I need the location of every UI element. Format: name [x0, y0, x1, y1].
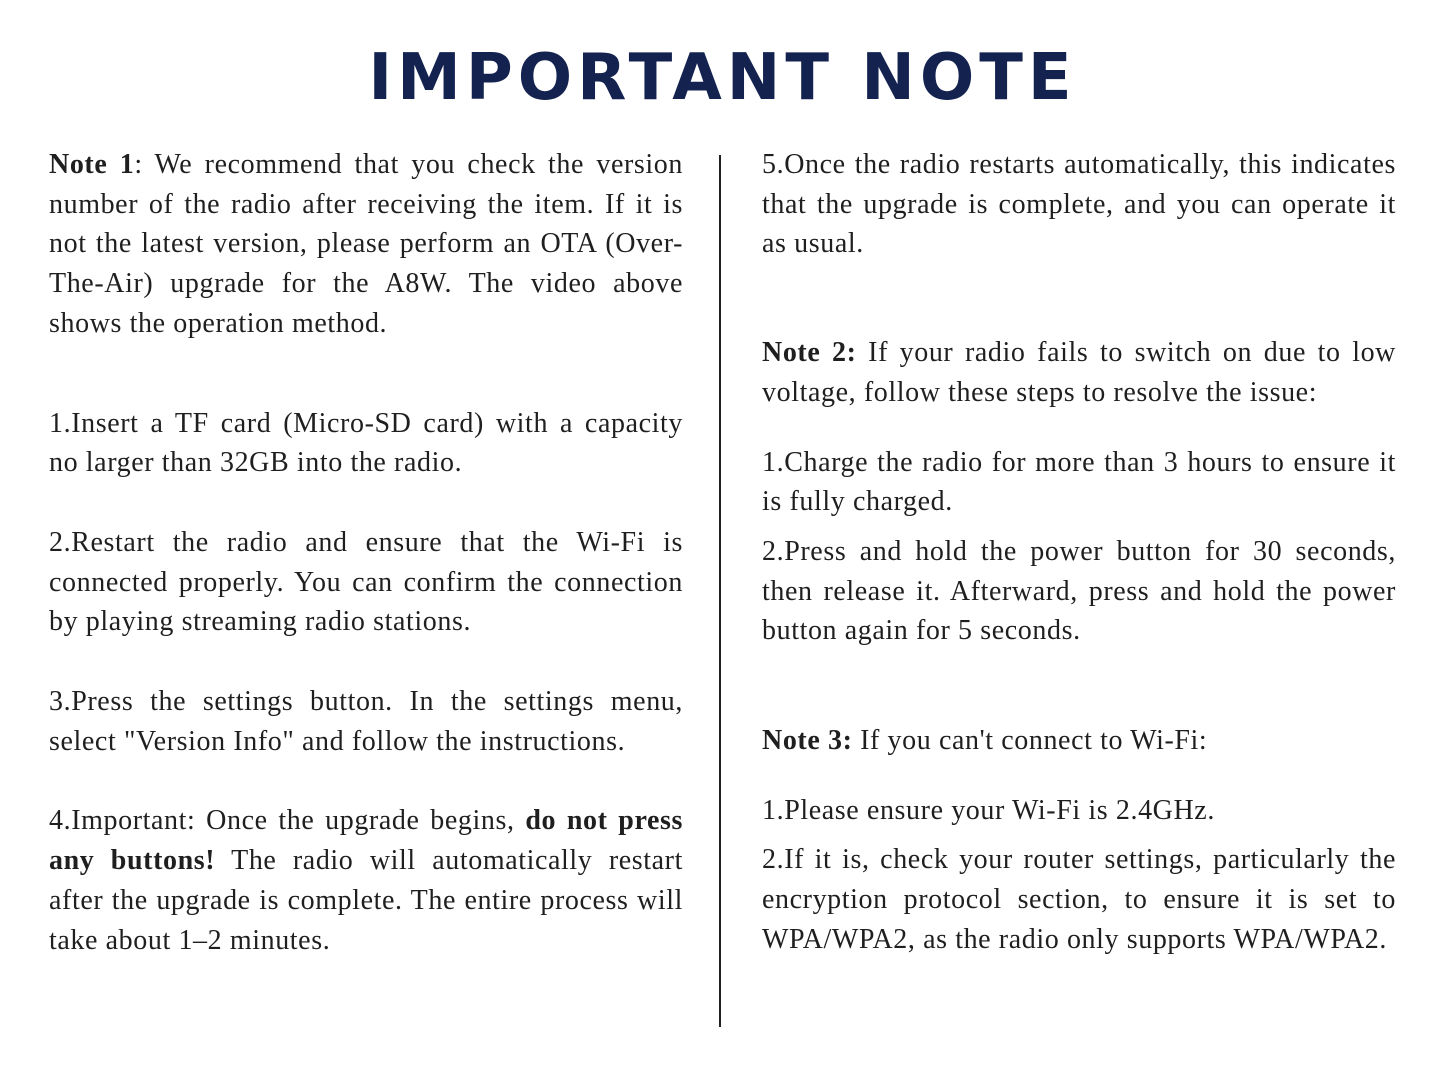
note-2-text: If your radio fails to switch on due to low voltage, follow these steps to resolve the issue: [762, 337, 1397, 408]
column-divider [719, 155, 721, 1027]
note-1-label: Note 1 [49, 149, 135, 180]
note-3-step-2: 2.If it is, check your router settings, particularly the encryption protocol section, to ensure it is set to WPA/WPA2, as the radio only supports WPA/WPA2. [762, 844, 1396, 955]
note-2-paragraph [762, 333, 1396, 412]
note-3-step-1: 1.Please ensure your Wi-Fi is 2.4GHz. [762, 794, 1215, 826]
note-1-paragraph [49, 145, 683, 344]
note-3-paragraph [762, 721, 1396, 761]
note-3-text: If you can't connect to Wi-Fi: [852, 725, 1208, 757]
note-3-label: Note 3: [762, 725, 853, 757]
upgrade-step-4-warning: do not press any buttons! [49, 805, 683, 877]
note-2-step-2: 2.Press and hold the power button for 30 seconds, then release it. Afterward, press and hold the power button again for 5 seconds. [762, 535, 1396, 647]
page-title: IMPORTANT NOTE [368, 41, 1077, 115]
note-2-step-1: 1.Charge the radio for more than 3 hours to ensure it is fully charged. [762, 446, 1396, 518]
upgrade-step-2: 2.Restart the radio and ensure that the Wi-Fi is connected properly. You can confirm the connection by playing streaming radio stations. [49, 526, 683, 638]
upgrade-step-4-prefix: 4.Important: Once the upgrade begins, [49, 805, 526, 837]
upgrade-step-1: 1.Insert a TF card (Micro-SD card) with a capacity no larger than 32GB into the radio. [49, 407, 683, 479]
upgrade-step-3: 3.Press the settings button. In the settings menu, select "Version Info" and follow the instructions. [49, 686, 683, 757]
right-column [762, 145, 1396, 960]
note-2-label: Note 2: [762, 337, 857, 369]
upgrade-step-5: 5.Once the radio restarts automatically, this indicates that the upgrade is complete, and you can operate it as usual. [762, 149, 1396, 260]
upgrade-step-4-suffix: The radio will automatically restart after the upgrade is complete. The entire process will take about 1–2 minutes. [49, 845, 683, 956]
note-1-text: : We recommend that you check the version number of the radio after receiving the item. If it is not the latest version, please perform an OTA (Over-The-Air) upgrade for the A8W. The video above shows the operation method. [49, 149, 683, 339]
left-column [49, 145, 683, 960]
upgrade-step-4 [49, 801, 683, 960]
